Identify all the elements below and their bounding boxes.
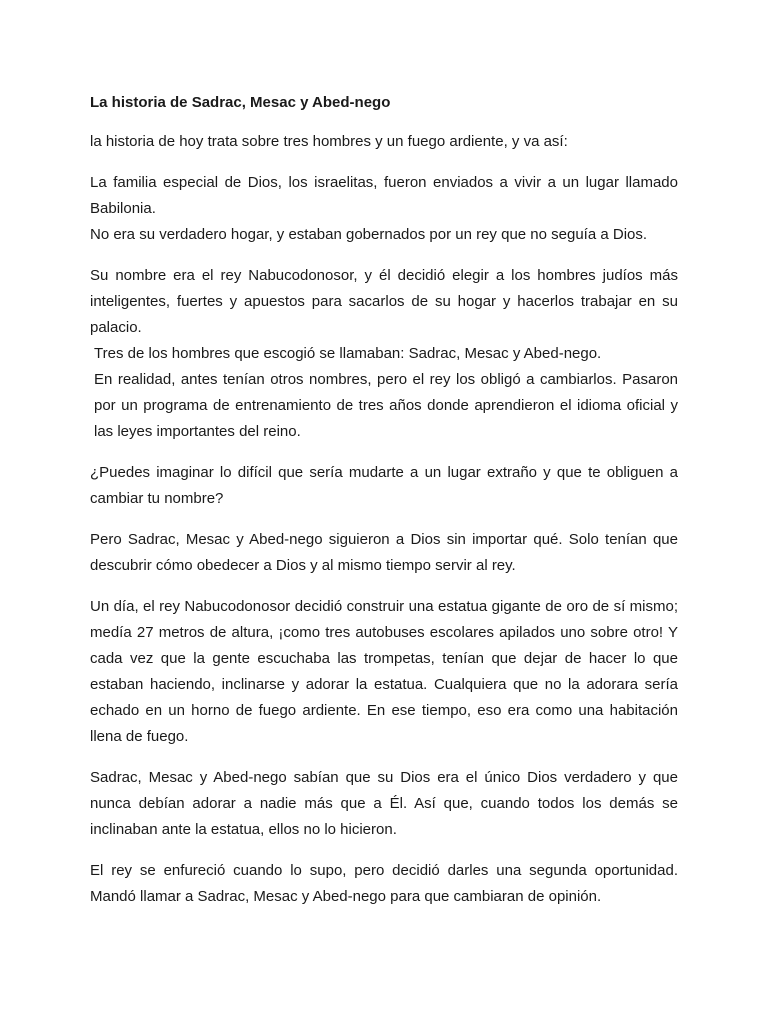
paragraph-line: No era su verdadero hogar, y estaban gobernados por un rey que no seguía a Dios.	[90, 226, 648, 243]
paragraph-line: Su nombre era el rey Nabucodonosor, y él decidió elegir a los hombres judíos más inteligentes, fuertes y apuestos para sacarlos de su hogar y hacerlos trabajar en su palacio.	[90, 267, 678, 336]
paragraph-siguieron: Pero Sadrac, Mesac y Abed-nego siguieron a Dios sin importar qué. Solo tenían que descubrir cómo obedecer a Dios y al mismo tiempo servir al rey.	[90, 531, 678, 574]
document-title: La historia de Sadrac, Mesac y Abed-nego	[90, 94, 391, 111]
paragraph-line: Tres de los hombres que escogió se llamaban: Sadrac, Mesac y Abed-nego.	[94, 345, 602, 362]
paragraph-line: En realidad, antes tenían otros nombres, pero el rey los obligó a cambiarlos. Pasaron por un programa de entrenamiento de tres años donde aprendieron el idioma oficial y las leyes importantes del reino.	[94, 371, 678, 440]
paragraph-line: La familia especial de Dios, los israelitas, fueron enviados a vivir a un lugar llamado Babilonia.	[90, 174, 678, 217]
paragraph-question: ¿Puedes imaginar lo difícil que sería mudarte a un lugar extraño y que te obliguen a cambiar tu nombre?	[90, 464, 678, 507]
intro-paragraph: la historia de hoy trata sobre tres hombres y un fuego ardiente, y va así:	[90, 133, 568, 150]
paragraph-estatua: Un día, el rey Nabucodonosor decidió construir una estatua gigante de oro de sí mismo; medía 27 metros de altura, ¡como tres autobuses escolares apilados uno sobre otro! Y cada vez que la gente escuchaba las trompetas, tenían que dejar de hacer lo que estaban haciendo, inclinarse y adorar la estatua. Cualquiera que no la adorara sería echado en un horno de fuego ardiente. En ese tiempo, eso era como una habitación llena de fuego.	[90, 598, 678, 745]
paragraph-nabucodonosor	[90, 263, 678, 445]
paragraph-babilonia	[90, 170, 678, 248]
paragraph-rey-enfurecio: El rey se enfureció cuando lo supo, pero decidió darles una segunda oportunidad. Mandó llamar a Sadrac, Mesac y Abed-nego para que cambiaran de opinión.	[90, 862, 678, 905]
paragraph-dios-verdadero: Sadrac, Mesac y Abed-nego sabían que su Dios era el único Dios verdadero y que nunca debían adorar a nadie más que a Él. Así que, cuando todos los demás se inclinaban ante la estatua, ellos no lo hicieron.	[90, 769, 678, 838]
document-body	[90, 91, 678, 925]
